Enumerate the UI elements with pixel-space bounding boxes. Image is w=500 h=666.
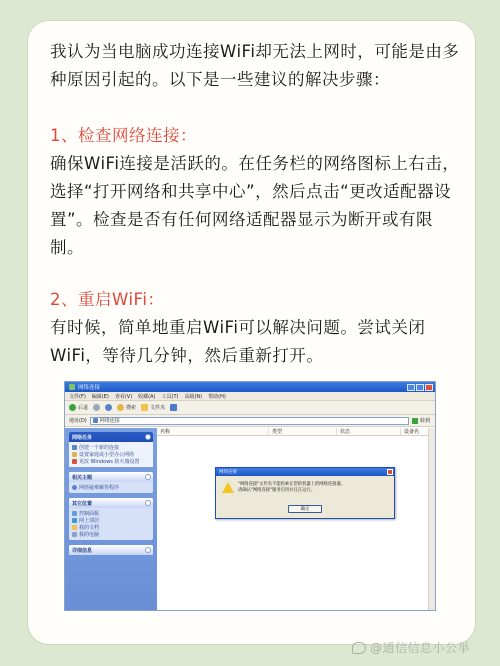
panel-network-tasks <box>69 432 153 467</box>
computer-icon <box>72 532 77 537</box>
back-button: 后退 <box>69 404 88 411</box>
panel-details <box>69 545 153 555</box>
window-controls <box>407 384 435 391</box>
menu-help: 帮助(H) <box>208 393 226 400</box>
dialog-message-line-2: 请确认"网络连接"服务启用并且在运行。 <box>238 488 315 493</box>
menu-tools: 工具(T) <box>161 393 179 400</box>
panel-item: 控制面板 <box>72 510 150 517</box>
column-name: 名称 <box>157 428 269 435</box>
panel-title: 详细信息 <box>72 547 93 554</box>
forward-arrow-icon <box>93 404 100 411</box>
minimize-icon <box>407 384 415 391</box>
toolbar <box>65 401 435 415</box>
column-type: 类型 <box>269 428 337 435</box>
home-network-icon <box>72 452 77 457</box>
watermark-text: @通信信息小公举 <box>369 641 470 655</box>
task-pane <box>65 428 157 610</box>
chevron-up-icon <box>145 474 151 480</box>
file-list-pane <box>157 428 435 610</box>
section-2-body: 有时候，简单地重启WiFi可以解决问题。尝试关闭WiFi，等待几分钟，然后重新打开。 <box>50 318 426 365</box>
panel-item: 创建一个新的连接 <box>72 444 150 451</box>
goto-arrow-icon <box>412 418 418 424</box>
window-title: 网络连接 <box>78 385 101 391</box>
menu-favorites: 收藏(A) <box>138 393 156 400</box>
close-icon <box>387 469 393 475</box>
help-icon <box>72 485 77 490</box>
menu-bar <box>65 392 435 401</box>
watermark <box>352 639 470 656</box>
chevron-down-icon <box>145 547 151 553</box>
error-dialog <box>215 467 395 519</box>
address-bar <box>65 415 435 427</box>
panel-title: 网络任务 <box>72 434 93 441</box>
column-status: 状态 <box>337 428 401 435</box>
address-field <box>90 417 409 425</box>
menu-advanced: 高级(N) <box>184 393 203 400</box>
maximize-icon <box>416 384 424 391</box>
chat-bubble-icon <box>352 642 366 654</box>
close-icon <box>425 384 433 391</box>
panel-title: 相关主题 <box>72 474 93 481</box>
panel-title: 其它位置 <box>72 500 93 507</box>
search-icon <box>117 404 124 411</box>
panel-item: 网上邻居 <box>72 517 150 524</box>
panel-other-places <box>69 498 153 540</box>
menu-file: 文件(F) <box>69 393 86 400</box>
ok-button: 确定 <box>288 505 322 513</box>
section-1-body: 确保WiFi连接是活跃的。在任务栏的网络图标上右击，选择“打开网络和共享中心”，然后点击“更改适配器设置”。检查是否有任何网络适配器显示为断开或有限制。 <box>50 154 460 257</box>
folders-button: 文件夹 <box>141 404 165 411</box>
control-panel-icon <box>72 511 77 516</box>
firewall-icon <box>72 459 77 464</box>
goto-button: 转到 <box>412 417 435 424</box>
panel-item: 设置家庭或小型办公网络 <box>72 451 150 458</box>
menu-view: 查看(V) <box>114 393 133 400</box>
window-body <box>65 428 435 610</box>
panel-related-topics <box>69 472 153 493</box>
chevron-up-icon <box>145 434 151 440</box>
section-2-heading: 2、重启WiFi： <box>50 290 165 309</box>
window-titlebar <box>65 382 435 392</box>
intro-paragraph: 我认为当电脑成功连接WiFi却无法上网时，可能是由多种原因引起的。以下是一些建议的解决步骤： <box>50 42 460 89</box>
search-button: 搜索 <box>117 404 136 411</box>
panel-item: 我的电脑 <box>72 531 150 538</box>
dialog-message-line-1: "网络连接"文件夹不能检索在您的机器上的网络连接器。 <box>238 482 346 487</box>
new-connection-icon <box>72 445 77 450</box>
address-value: 网络连接 <box>99 418 120 424</box>
menu-edit: 编辑(E) <box>91 393 109 400</box>
warning-icon <box>222 482 234 493</box>
documents-icon <box>72 525 77 530</box>
section-1-heading: 1、检查网络连接： <box>50 126 197 145</box>
address-label: 地址(D) <box>69 418 87 424</box>
network-places-icon <box>72 518 77 523</box>
back-arrow-icon <box>69 404 76 411</box>
panel-item: 更改 Windows 防火墙设置 <box>72 458 150 465</box>
views-icon <box>170 404 177 411</box>
network-connections-screenshot <box>64 381 436 611</box>
panel-item: 网络疑难解答程序 <box>72 484 150 491</box>
dialog-title: 网络连接 <box>219 470 237 475</box>
folder-icon <box>141 404 148 411</box>
network-folder-icon <box>69 384 75 390</box>
up-folder-icon <box>105 404 112 411</box>
scrollbar <box>428 428 435 610</box>
panel-item: 我的文档 <box>72 524 150 531</box>
column-device: 设备名 <box>401 428 431 435</box>
network-icon <box>93 418 98 423</box>
chevron-up-icon <box>145 500 151 506</box>
column-headers <box>157 428 435 436</box>
